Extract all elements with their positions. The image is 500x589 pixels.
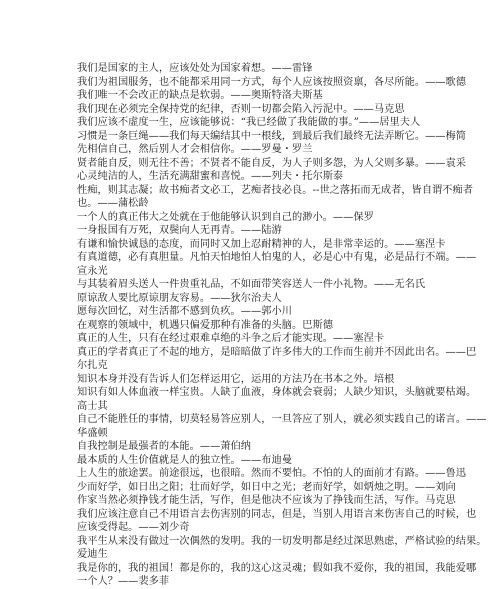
text-line: 也。——蒲松龄 bbox=[77, 198, 149, 209]
text-line: 贤者能自反，则无往不善；不贤者不能自反，为人子则多怨，为人父则多暴。——袁采 bbox=[77, 157, 467, 169]
quote-list bbox=[77, 62, 487, 589]
text-line: 少而好学，如日出之阳；壮而好学，如日中之光；老而好学，如炳烛之明。——刘向 bbox=[77, 481, 456, 493]
text-line: 爱迪生 bbox=[77, 549, 108, 560]
text-line: 我们为祖国服务，也不能都采用同一方式，每个人应该按照资禀，各尽所能。——歌德 bbox=[77, 76, 467, 88]
text-line: 我们唯一不会改正的缺点是软弱。——奥斯特洛夫斯基 bbox=[77, 90, 323, 101]
text-line: 我们应该注意自己不用语言去伤害别的同志，但是，当别人用语言来伤害自己的时候，也 bbox=[77, 508, 477, 520]
text-line: 我们现在必须完全保持党的纪律，否则一切都会陷入污泥中。——马克思 bbox=[77, 103, 405, 115]
text-line: 自己不能胜任的事情，切莫轻易答应别人，一旦答应了别人，就必须实践自己的诺言。—— bbox=[77, 414, 487, 425]
text-line: 原谅敌人要比原谅朋友容易。——狄尔治夫人 bbox=[77, 292, 282, 304]
text-line: 一个人？——裴多菲 bbox=[77, 576, 170, 587]
text-line: 我们是国家的主人，应该处处为国家着想。——雷锋 bbox=[77, 63, 313, 74]
text-line: 宣永光 bbox=[77, 265, 108, 277]
text-line: 高士其 bbox=[77, 400, 108, 412]
text-line: 一身报国有万死，双鬓向人无再青。——陆游 bbox=[77, 225, 282, 236]
text-line: 知识本身并没有告诉人们怎样运用它，运用的方法乃在书本之外。培根 bbox=[77, 373, 395, 385]
text-line: 作家当然必须挣钱才能生活，写作，但是他决不应该为了挣钱而生活，写作。马克思 bbox=[77, 495, 456, 506]
text-line: 与其装着眉头送人一件贵重礼品，不如面带笑容送人一件小礼物。——无名氏 bbox=[77, 279, 426, 290]
text-line: 心灵纯洁的人，生活充满甜蜜和喜悦。——列夫・托尔斯泰 bbox=[77, 171, 344, 182]
text-line: 先相信自己，然后别人才会相信你。——罗曼・罗兰 bbox=[77, 144, 313, 155]
text-line: 真正的人生，只有在经过艰难卓绝的斗争之后才能实现。——塞涅卡 bbox=[77, 333, 385, 344]
text-line: 我们应该不虚度一生，应该能够说：“我已经做了我能做的事。”——居里夫人 bbox=[77, 117, 421, 128]
text-line: 一个人的真正伟大之处就在于他能够认识到自己的渺小。——保罗 bbox=[77, 211, 374, 223]
text-line: 华盛顿 bbox=[77, 427, 108, 439]
text-line: 尔扎克 bbox=[77, 360, 108, 371]
text-line: 自我控制是最强者的本能。——萧伯纳 bbox=[77, 441, 252, 452]
text-line: 我是你的，我的祖国！都是你的，我的这心这灵魂；假如我不爱你，我的祖国，我能爱哪 bbox=[77, 562, 477, 574]
text-line: 在观察的领域中，机遇只偏爱那种有准备的头脑。巴斯德 bbox=[77, 319, 333, 331]
text-line: 我平生从来没有做过一次偶然的发明。我的一切发明都是经过深思熟虑，严格试验的结果。 bbox=[77, 535, 487, 547]
text-line: 性痴，则其志凝；故书痴者文必工，艺痴者技必良。--世之落拓而无成者，皆自谓不痴者 bbox=[77, 184, 474, 196]
text-line: 习惯是一条巨绳——我们每天编结其中一根线，到最后我们最终无法弄断它。——梅简 bbox=[77, 130, 467, 142]
text-line: 上人生的旅途罢。前途很远，也很暗。然而不要怕。不怕的人的面前才有路。——鲁迅 bbox=[77, 468, 467, 479]
text-line: 最本质的人生价值就是人的独立性。——布迪曼 bbox=[77, 454, 292, 466]
text-line: 应该受得起。——刘少奇 bbox=[77, 522, 190, 533]
text-line: 愿每次回忆，对生活都不感到负疚。——郭小川 bbox=[77, 306, 292, 317]
text-line: 真正的学者真正了不起的地方，是暗暗做了许多伟大的工作而生前并不因此出名。——巴 bbox=[77, 346, 477, 358]
text-line: 有真道德，必有真胆量。凡怕天怕地怕人怕鬼的人，必是心中有鬼，必是品行不端。—— bbox=[77, 252, 477, 263]
text-line: 有谦和愉快诚恳的态度，而同时又加上忍耐精神的人，是非常幸运的。——塞涅卡 bbox=[77, 238, 446, 250]
text-line: 知识有如人体血液一样宝贵。人缺了血液，身体就会衰弱；人缺少知识，头脑就要枯竭。 bbox=[77, 387, 477, 398]
